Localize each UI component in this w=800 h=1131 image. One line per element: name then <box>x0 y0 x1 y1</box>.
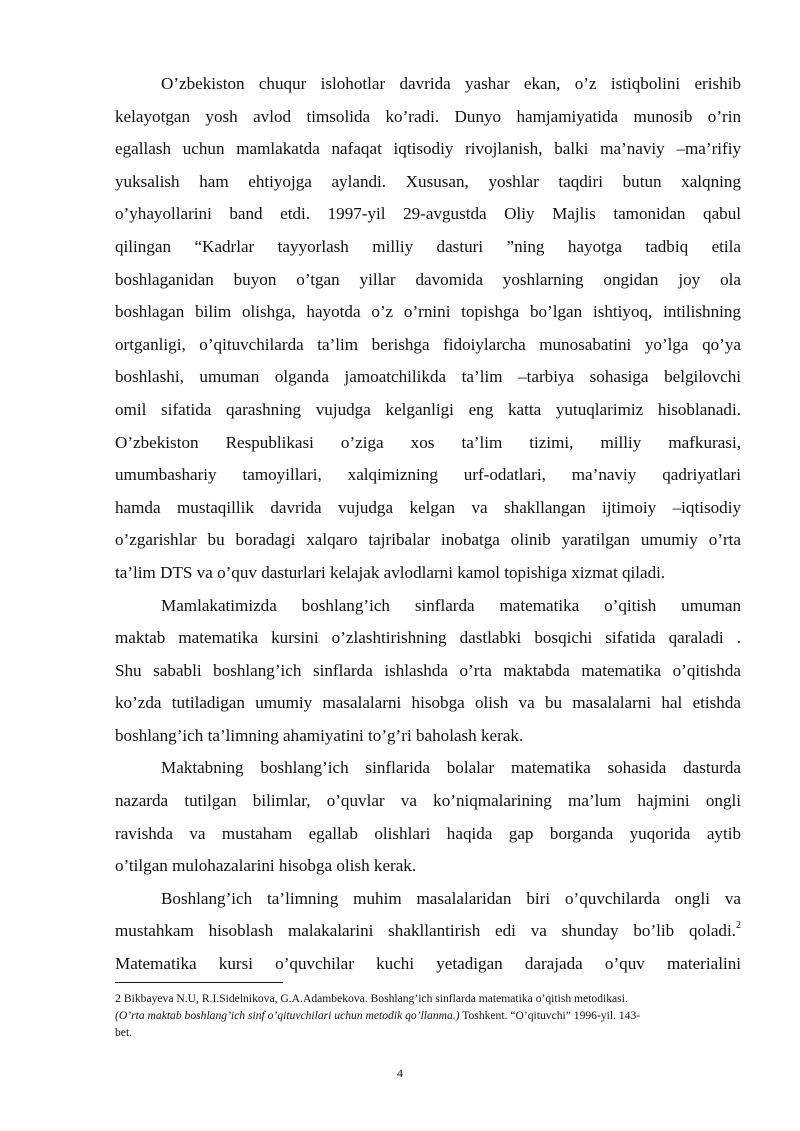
paragraph-3-line: ravishda va mustaham egallab olishlari haqida gap borganda yuqorida aytib <box>115 823 741 843</box>
footnote-publisher: Toshkent. “O’qituvchi” 1996-yil. 143- <box>459 1009 641 1022</box>
footnote-number: 2 <box>115 991 121 1005</box>
paragraph-2-line: ko’zda tutiladigan umumiy masalalarni hisobga olish va bu masalalarni hal etishda <box>115 693 741 713</box>
footnote-line-3: bet. <box>115 1026 133 1039</box>
footnote-line-1 <box>115 990 741 1007</box>
paragraph-2-line: boshlang’ich ta’limning ahamiyatini to’g’ri baholash kerak. <box>115 725 524 745</box>
paragraph-1-line: boshlagan bilim olishga, hayotda o’z o’rnini topishga bo’lgan ishtiyoq, intilishning <box>115 302 741 322</box>
body-text <box>115 68 741 981</box>
footnote-citation: Bikbayeva N.U, R.I.Sidelnikova, G.A.Adambekova. Boshlang’ich sinflarda matematika o’qitish metodikasi. <box>123 992 628 1005</box>
paragraph-4-line: mustahkam hisoblash malakalarini shakllantirish edi va shunday bo’lib qoladi.$^2$ <box>115 920 741 941</box>
paragraph-1-line: omil sifatida qarashning vujudga kelganligi eng katta yutuqlarimiz hisoblanadi. <box>115 399 741 419</box>
paragraph-3-line: o’tilgan mulohazalarini hisobga olish kerak. <box>115 856 417 876</box>
paragraph-1-line: O’zbekiston Respublikasi o’ziga xos ta’lim tizimi, milliy mafkurasi, <box>115 432 741 452</box>
paragraph-2-line: Mamlakatimizda boshlang’ich sinflarda matematika o’qitish umuman <box>161 595 741 615</box>
paragraph-1-line: ta’lim DTS va o’quv dasturlari kelajak avlodlarni kamol topishiga xizmat qiladi. <box>115 562 666 582</box>
paragraph-1-line: kelayotgan yosh avlod timsolida ko’radi. Dunyo hamjamiyatida munosib o’rin <box>115 106 741 126</box>
paragraph-2-line: Shu sababli boshlang’ich sinflarda ishlashda o’rta maktabda matematika o’qitishda <box>115 660 741 680</box>
paragraph-1-line: umumbashariy tamoyillari, xalqimizning urf-odatlari, ma’naviy qadriyatlari <box>115 465 741 485</box>
footnote-line-2 <box>115 1007 741 1024</box>
footnote <box>115 990 741 1041</box>
paragraph-1-line: O’zbekiston chuqur islohotlar davrida yashar ekan, o’z istiqbolini erishib <box>161 74 741 93</box>
paragraph-1-line: egallash uchun mamlakatda nafaqat iqtisodiy rivojlanish, balki ma’naviy –ma’rifiy <box>115 139 741 159</box>
paragraph-1-line: boshlashi, umuman olganda jamoatchilikda ta’lim –tarbiya sohasiga belgilovchi <box>115 367 741 387</box>
page-number: 4 <box>397 1066 403 1080</box>
footnote-reference[interactable]: 2 <box>736 920 741 932</box>
paragraph-1-line: boshlaganidan buyon o’tgan yillar davomida yoshlarning ongidan joy ola <box>115 269 741 289</box>
paragraph-3-line: Maktabning boshlang’ich sinflarida bolalar matematika sohasida dasturda <box>161 758 741 778</box>
paragraph-4-line: Matematika kursi o’quvchilar kuchi yetadigan darajada o’quv materialini <box>115 954 741 974</box>
paragraph-2-line: maktab matematika kursini o’zlashtirishning dastlabki bosqichi sifatida qaraladi . <box>115 628 741 648</box>
paragraph-4-line: Boshlang’ich ta’limning muhim masalalaridan biri o’quvchilarda ongli va <box>161 888 741 908</box>
paragraph-3-line: nazarda tutilgan bilimlar, o’quvlar va ko’niqmalarining ma’lum hajmini ongli <box>115 791 741 811</box>
paragraph-1-line: ortganligi, o’qituvchilarda ta’lim berishga fidoiylarcha munosabatini yo’lga qo’ya <box>115 334 741 354</box>
paragraph-1-line: o’zgarishlar bu boradagi xalqaro tajribalar inobatga olinib yaratilgan umumiy o’rta <box>115 530 741 550</box>
footnote-italic-title: (O’rta maktab boshlang’ich sinf o’qituvchilari uchun metodik qo’llanma.) <box>115 1009 460 1022</box>
paragraph-1-line: o’yhayollarini band etdi. 1997-yil 29-avgustda Oliy Majlis tamonidan qabul <box>115 204 741 224</box>
paragraph-1-line: qilingan “Kadrlar tayyorlash milliy dasturi ”ning hayotga tadbiq etila <box>115 236 741 256</box>
paragraph-1-line: hamda mustaqillik davrida vujudga kelgan va shakllangan ijtimoiy –iqtisodiy <box>115 497 741 517</box>
paragraph-1-line: yuksalish ham ehtiyojga aylandi. Xususan, yoshlar taqdiri butun xalqning <box>115 171 741 191</box>
footnote-separator <box>115 982 283 983</box>
